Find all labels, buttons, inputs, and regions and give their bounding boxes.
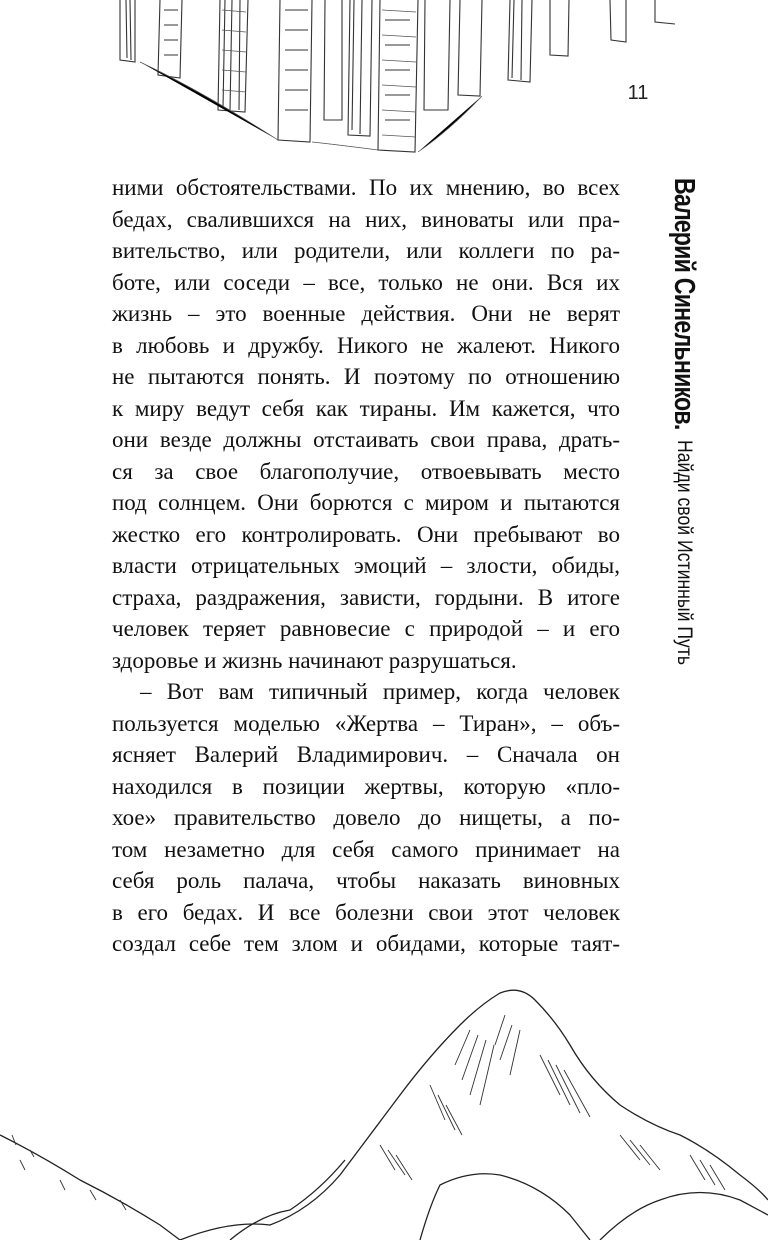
text-line: ся за свое благополучие, отвоевывать место [112,458,620,484]
text-line: пользуется моделью «Жертва – Тиран», – объ- [112,710,620,736]
text-line: власти отрицательных эмоций – злости, обиды, [112,553,620,578]
text-line: вительство, или родители, или коллеги по ра- [112,238,620,263]
text-line: бедах, свалившихся на них, виноваты или пра- [112,206,620,232]
running-head-author: Валерий Синельников. [668,178,701,430]
text-line: они везде должны отстаивать свои права, драть- [112,427,620,452]
text-line: создал себе тем злом и обидами, которые таят- [112,931,620,956]
paragraph [112,676,620,960]
text-line: – Вот вам типичный пример, когда человек [140,679,620,704]
mountain-illustration [0,985,768,1240]
city-skyline-illustration [80,0,690,158]
text-line: человек теряет равновесие с природой – и его [112,616,620,641]
paragraph [112,172,620,676]
running-head-title: Найди свой Истинный Путь [673,440,696,666]
text-line: в любовь и дружбу. Никого не жалеют. Никого [112,332,620,358]
text-line: жизнь – это военные действия. Они не верят [112,301,620,326]
text-line: к миру ведут себя как тираны. Им кажется, что [112,395,620,421]
body-text [112,172,620,960]
running-head [662,178,706,676]
text-line: ясняет Валерий Владимирович. – Сначала он [112,742,620,767]
text-line: себя роль палача, чтобы наказать виновных [112,868,620,893]
text-line: хое» правительство довело до нищеты, а по- [112,805,620,830]
text-line: страха, раздражения, зависти, гордыни. В итоге [112,584,620,610]
text-line: не пытаются понять. И поэтому по отношению [112,364,620,389]
text-line: в его бедах. И все болезни свои этот человек [112,899,620,925]
text-line: боте, или соседи – все, только не они. Вся их [112,269,620,295]
text-line: здоровье и жизнь начинают разрушаться. [112,647,517,673]
text-line: под солнцем. Они борются с миром и пытаются [112,490,620,515]
text-line: том незаметно для себя самого принимает на [112,836,620,862]
text-line: жестко его контролировать. Они пребывают во [112,521,620,547]
page-number: 11 [627,82,649,104]
text-line: ними обстоятельствами. По их мнению, во всех [112,175,620,200]
text-line: находился в позиции жертвы, которую «пло- [112,773,620,799]
